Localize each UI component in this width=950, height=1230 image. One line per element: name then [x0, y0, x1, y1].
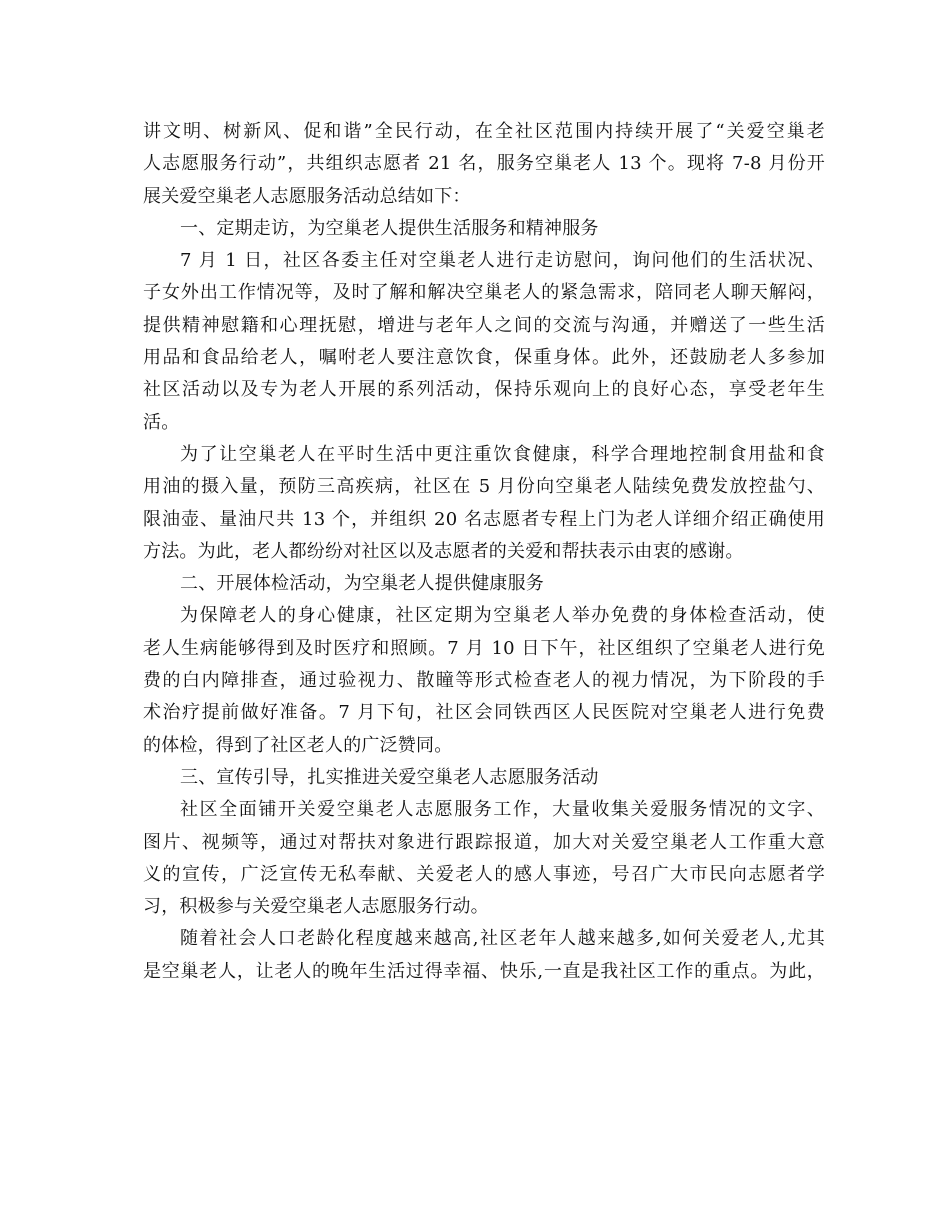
- text-line: 的体检，得到了社区老人的广泛赞同。: [143, 734, 453, 756]
- text-line: 为保障老人的身心健康，社区定期为空巢老人举办免费的身体检查活动，使: [180, 605, 825, 627]
- text-line: 7 月 1 日，社区各委主任对空巢老人进行走访慰问，询问他们的生活状况、: [180, 250, 825, 272]
- text-line: 展关爱空巢老人志愿服务活动总结如下：: [143, 185, 471, 207]
- text-line: 限油壶、量油尺共 13 个，并组织 20 名志愿者专程上门为老人详细介绍正确使用: [143, 508, 825, 530]
- text-line: 二、开展体检活动，为空巢老人提供健康服务: [180, 573, 544, 595]
- text-line: 一、定期走访，为空巢老人提供生活服务和精神服务: [180, 217, 599, 239]
- text-line: 是空巢老人，让老人的晚年生活过得幸福、快乐,一直是我社区工作的重点。为此，: [143, 960, 825, 982]
- text-line: 方法。为此，老人都纷纷对社区以及志愿者的关爱和帮扶表示由衷的感谢。: [143, 540, 744, 562]
- text-line: 社区活动以及专为老人开展的系列活动，保持乐观向上的良好心态，享受老年生: [143, 379, 825, 401]
- text-line: 习，积极参与关爱空巢老人志愿服务行动。: [143, 896, 489, 918]
- text-line: 用品和食品给老人，嘱咐老人要注意饮食，保重身体。此外，还鼓励老人多参加: [143, 347, 825, 369]
- text-line: 提供精神慰籍和心理抚慰，增进与老年人之间的交流与沟通，并赠送了一些生活: [143, 314, 825, 336]
- text-line: 人志愿服务行动”，共组织志愿者 21 名，服务空巢老人 13 个。现将 7-8 月份开: [143, 153, 825, 175]
- text-line: 费的白内障排查，通过验视力、散瞳等形式检查老人的视力情况，为下阶段的手: [143, 670, 825, 692]
- text-line: 社区全面铺开关爱空巢老人志愿服务工作，大量收集关爱服务情况的文字、: [180, 799, 825, 821]
- text-line: 义的宣传，广泛宣传无私奉献、关爱老人的感人事迹，号召广大市民向志愿者学: [143, 863, 825, 885]
- document-body: [143, 116, 825, 988]
- text-line: 讲文明、树新风、促和谐”全民行动，在全社区范围内持续开展了“关爱空巢老: [143, 121, 825, 142]
- text-line: 术治疗提前做好准备。7 月下旬，社区会同铁西区人民医院对空巢老人进行免费: [143, 702, 825, 724]
- text-line: 活。: [143, 411, 180, 433]
- text-line: 为了让空巢老人在平时生活中更注重饮食健康，科学合理地控制食用盐和食: [180, 443, 825, 465]
- text-line: 图片、视频等，通过对帮扶对象进行跟踪报道，加大对关爱空巢老人工作重大意: [143, 831, 825, 853]
- text-line: 老人生病能够得到及时医疗和照顾。7 月 10 日下午，社区组织了空巢老人进行免: [143, 637, 825, 659]
- text-line: 三、宣传引导，扎实推进关爱空巢老人志愿服务活动: [180, 766, 599, 788]
- text-line: 用油的摄入量，预防三高疾病，社区在 5 月份向空巢老人陆续免费发放控盐勺、: [143, 476, 825, 498]
- text-line: 子女外出工作情况等，及时了解和解决空巢老人的紧急需求，陪同老人聊天解闷，: [143, 282, 825, 304]
- text-line: 随着社会人口老龄化程度越来越高,社区老年人越来越多,如何关爱老人,尤其: [180, 928, 825, 950]
